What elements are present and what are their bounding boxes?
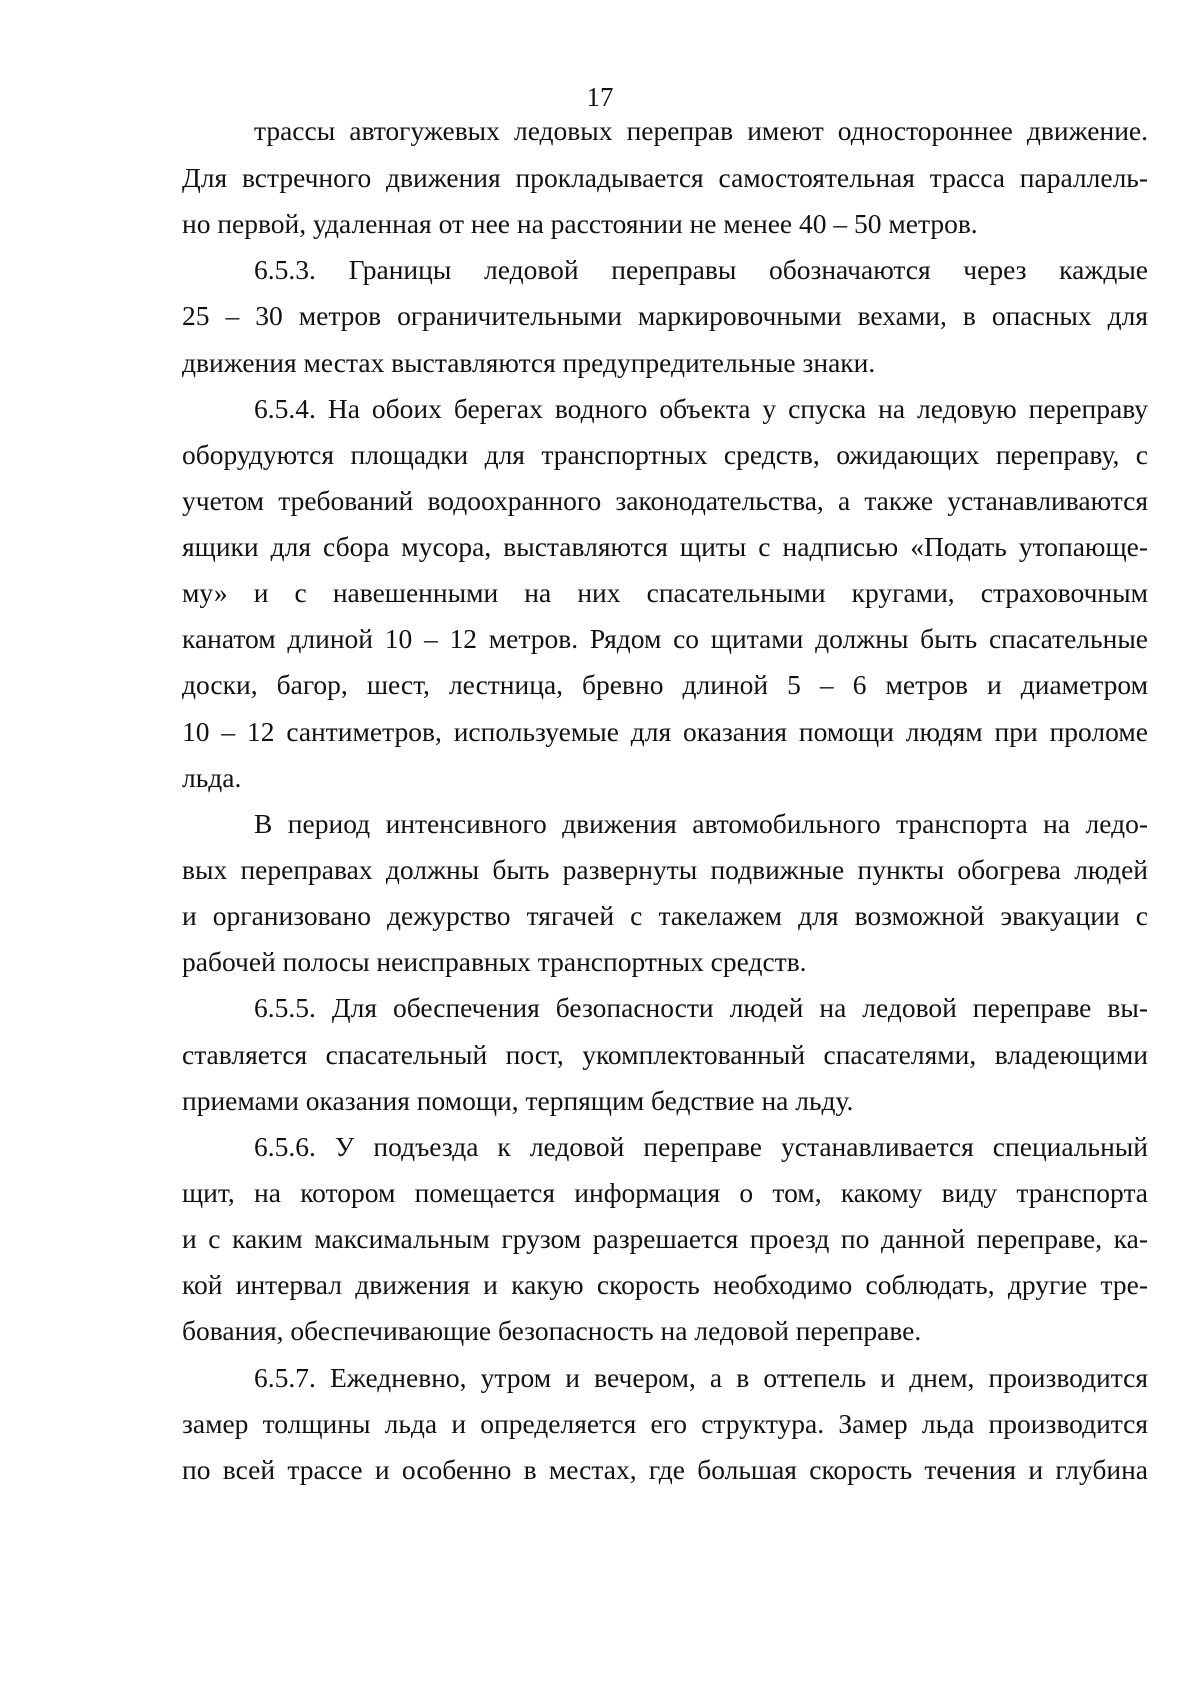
text-line: канатом длиной 10 – 12 метров. Рядом со щитами должны быть спасательные bbox=[182, 623, 1148, 654]
text-line: вых переправах должны быть развернуты подвижные пункты обогрева людей bbox=[182, 854, 1148, 885]
text-line: 6.5.3. Границы ледовой переправы обозначаются через каждые bbox=[254, 254, 1148, 285]
text-line: трассы автогужевых ледовых переправ имеют одностороннее движение. bbox=[254, 115, 1148, 146]
page-number: 17 bbox=[586, 82, 614, 112]
text-line: В период интенсивного движения автомобильного транспорта на ледо- bbox=[254, 808, 1148, 839]
text-line: приемами оказания помощи, терпящим бедствие на льду. bbox=[182, 1085, 854, 1116]
text-line: и организовано дежурство тягачей с такелажем для возможной эвакуации с bbox=[182, 900, 1148, 931]
text-line: 10 – 12 сантиметров, используемые для оказания помощи людям при проломе bbox=[182, 716, 1148, 747]
text-line: щит, на котором помещается информация о том, какому виду транспорта bbox=[182, 1177, 1148, 1208]
text-line: рабочей полосы неисправных транспортных средств. bbox=[182, 946, 807, 977]
text-line: бования, обеспечивающие безопасность на ледовой переправе. bbox=[182, 1315, 922, 1346]
text-line: льда. bbox=[182, 762, 242, 793]
text-line: му» и с навешенными на них спасательными кругами, страховочным bbox=[182, 577, 1148, 608]
text-line: кой интервал движения и какую скорость необходимо соблюдать, другие тре- bbox=[182, 1269, 1148, 1300]
text-line: Для встречного движения прокладывается самостоятельная трасса параллель- bbox=[182, 162, 1148, 193]
text-line: учетом требований водоохранного законодательства, а также устанавливаются bbox=[182, 485, 1148, 516]
text-line: ящики для сбора мусора, выставляются щиты с надписью «Подать утопающе- bbox=[182, 531, 1148, 562]
text-line: по всей трассе и особенно в местах, где большая скорость течения и глубина bbox=[182, 1454, 1148, 1485]
text-line: но первой, удаленная от нее на расстоянии не менее 40 – 50 метров. bbox=[182, 208, 978, 239]
text-line: 6.5.6. У подъезда к ледовой переправе устанавливается специальный bbox=[254, 1131, 1148, 1162]
text-line: 6.5.7. Ежедневно, утром и вечером, а в оттепель и днем, производится bbox=[254, 1362, 1148, 1393]
text-line: 6.5.5. Для обеспечения безопасности людей на ледовой переправе вы- bbox=[254, 992, 1148, 1023]
text-line: оборудуются площадки для транспортных средств, ожидающих переправу, с bbox=[182, 439, 1148, 470]
text-line: и с каким максимальным грузом разрешается проезд по данной переправе, ка- bbox=[182, 1223, 1148, 1254]
text-line: замер толщины льда и определяется его структура. Замер льда производится bbox=[182, 1408, 1148, 1439]
text-line: 25 – 30 метров ограничительными маркировочными вехами, в опасных для bbox=[182, 300, 1148, 331]
text-line: ставляется спасательный пост, укомплектованный спасателями, владеющими bbox=[182, 1039, 1148, 1070]
text-line: 6.5.4. На обоих берегах водного объекта у спуска на ледовую переправу bbox=[254, 393, 1148, 424]
text-line: доски, багор, шест, лестница, бревно длиной 5 – 6 метров и диаметром bbox=[182, 669, 1148, 700]
text-line: движения местах выставляются предупредительные знаки. bbox=[182, 347, 876, 378]
